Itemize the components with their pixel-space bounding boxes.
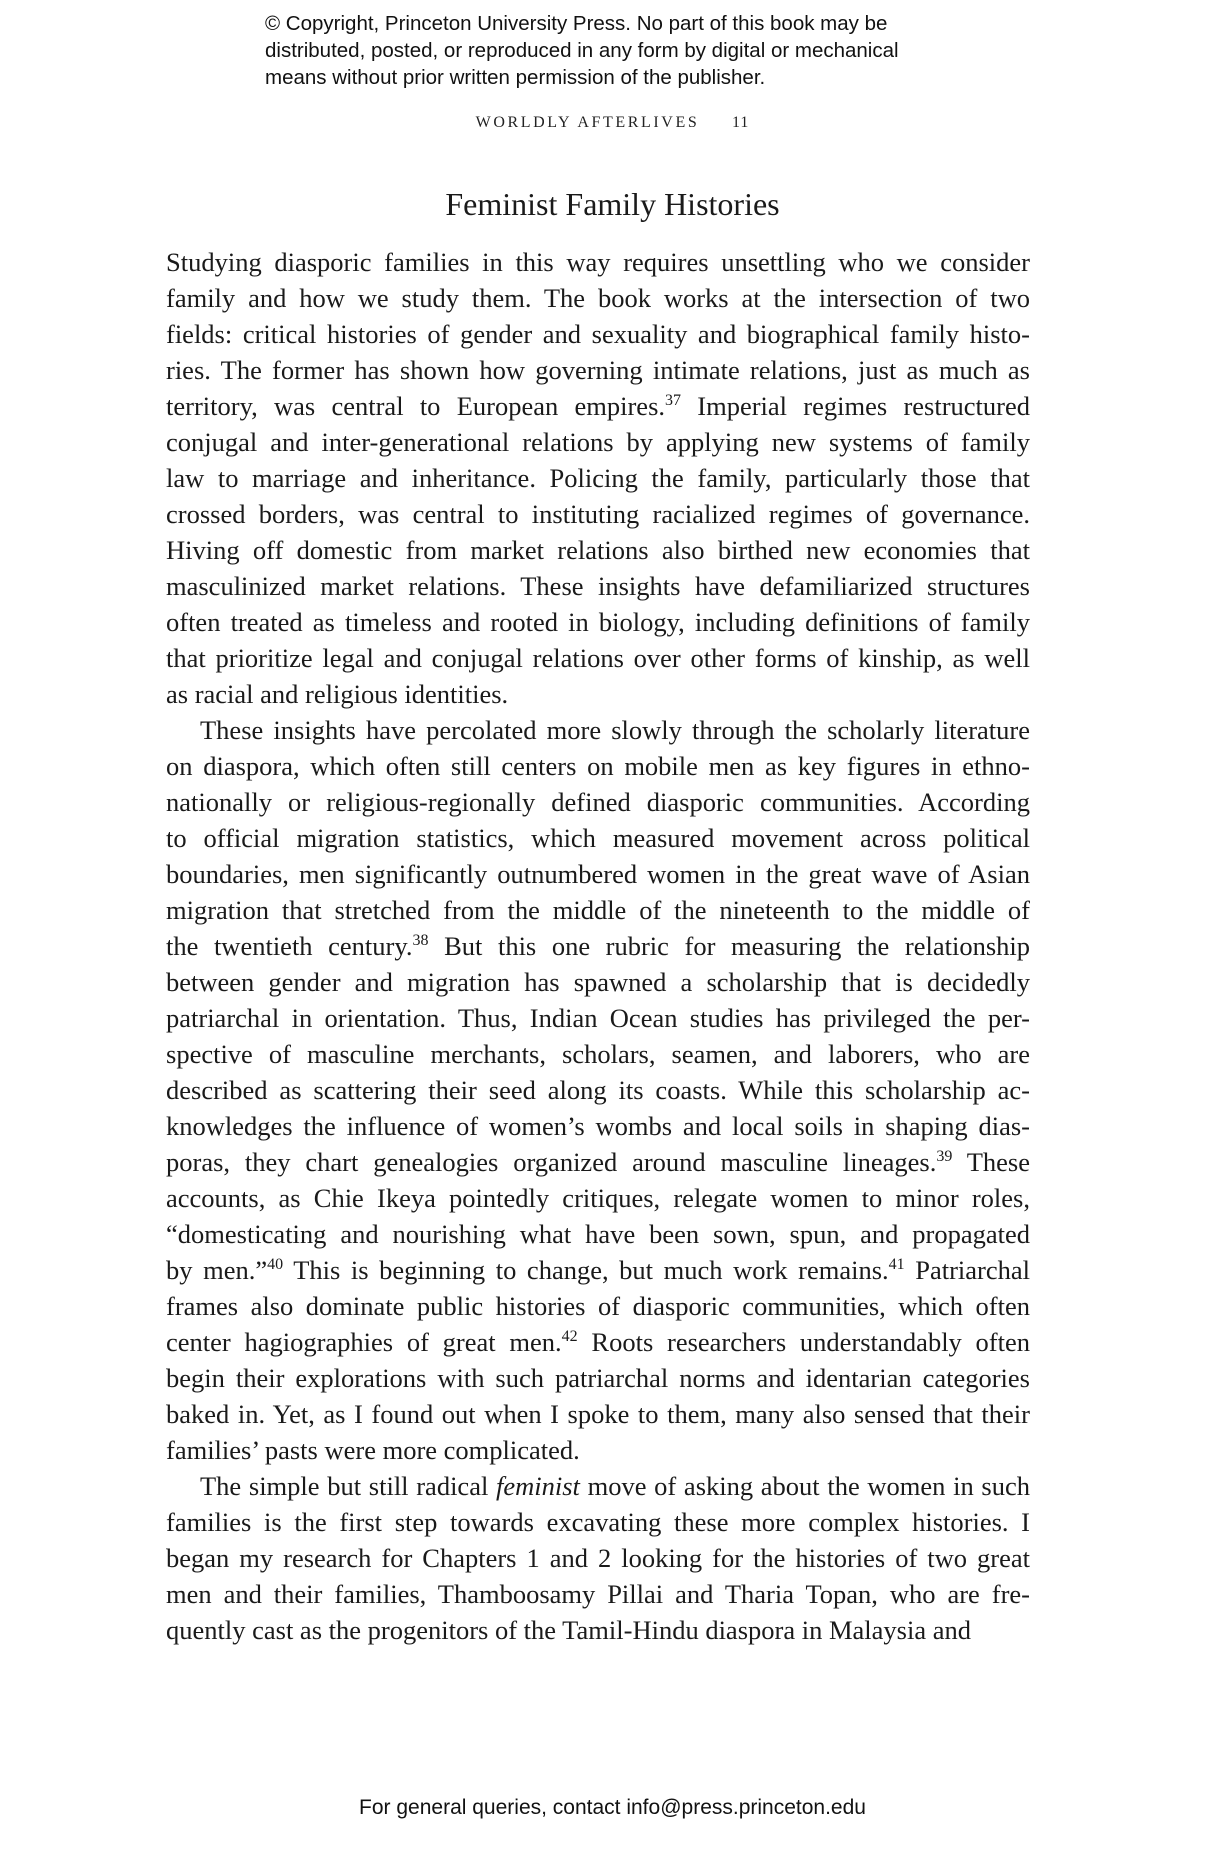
text-line (166, 1360, 1030, 1396)
line-text: on diaspora, which often still centers on mobile men as key figures in ethno- (166, 751, 1030, 781)
text-line (166, 1252, 1030, 1288)
text-line (166, 280, 1030, 316)
footnote-ref: 39 (936, 1148, 953, 1165)
text-line (166, 424, 1030, 460)
section-title: Feminist Family Histories (445, 186, 780, 222)
footnote-ref: 42 (561, 1328, 578, 1345)
line-text: families’ pasts were more complicated. (166, 1435, 580, 1465)
text-line (166, 568, 1030, 604)
page-number: 11 (731, 114, 750, 131)
text-line (166, 1144, 1030, 1180)
line-text: Studying diasporic families in this way requires unsettling who we consider (166, 247, 1030, 277)
text-line (166, 1396, 1030, 1432)
text-line (166, 676, 1030, 712)
line-text: boundaries, men significantly outnumbered women in the great wave of Asian (166, 859, 1030, 889)
text-line (166, 1612, 1030, 1648)
text-line (166, 1216, 1030, 1252)
line-text: crossed borders, was central to instituting racialized regimes of governance. (166, 499, 1030, 529)
footnote-ref: 37 (665, 392, 682, 409)
line-text: accounts, as Chie Ikeya pointedly critiques, relegate women to minor roles, (166, 1183, 1030, 1213)
text-line (166, 1324, 1030, 1360)
line-text: territory, was central to European empires. (166, 391, 666, 421)
line-text: between gender and migration has spawned a scholarship that is decidedly (166, 967, 1030, 997)
line-text: by men.” (166, 1255, 268, 1285)
copyright-notice (265, 10, 1025, 91)
line-text: These insights have percolated more slowly through the scholarly literature (200, 715, 1030, 745)
text-line (166, 1072, 1030, 1108)
line-text: nationally or religious-regionally defined diasporic communities. According (166, 787, 1030, 817)
line-text: ries. The former has shown how governing intimate relations, just as much as (166, 355, 1030, 385)
text-line (166, 748, 1030, 784)
line-text: the twentieth century. (166, 931, 413, 961)
line-text: spective of masculine merchants, scholars, seamen, and laborers, who are (166, 1039, 1030, 1069)
line-text: center hagiographies of great men. (166, 1327, 562, 1357)
line-text: baked in. Yet, as I found out when I spoke to them, many also sensed that their (166, 1399, 1030, 1429)
line-text: described as scattering their seed along its coasts. While this scholarship ac- (166, 1075, 1030, 1105)
line-text: But this one rubric for measuring the relationship (428, 931, 1030, 961)
text-line (166, 352, 1030, 388)
text-line (166, 964, 1030, 1000)
text-line (166, 856, 1030, 892)
line-text: knowledges the influence of women’s wombs and local soils in shaping dias- (166, 1111, 1030, 1141)
line-text: migration that stretched from the middle of the nineteenth to the middle of (166, 895, 1030, 925)
text-line (166, 532, 1030, 568)
line-text: often treated as timeless and rooted in biology, including definitions of family (166, 607, 1030, 637)
footnote-ref: 38 (412, 932, 429, 949)
line-text: conjugal and inter-generational relations by applying new systems of family (166, 427, 1030, 457)
line-text: Patriarchal (904, 1255, 1031, 1285)
text-line (166, 1504, 1030, 1540)
paragraph (166, 712, 1030, 1468)
text-line (166, 316, 1030, 352)
text-line (166, 1000, 1030, 1036)
line-text: These (952, 1147, 1031, 1177)
footnote-ref: 40 (267, 1256, 284, 1273)
paragraph (166, 1468, 1030, 1648)
line-text: The simple but still radical (200, 1471, 496, 1501)
text-line (166, 1180, 1030, 1216)
text-line (166, 892, 1030, 928)
text-line (166, 1468, 1030, 1504)
body-text (166, 244, 1030, 1648)
running-head-title: WORLDLY AFTERLIVES (475, 114, 700, 131)
text-line (166, 1288, 1030, 1324)
line-text: poras, they chart genealogies organized around masculine lineages. (166, 1147, 937, 1177)
line-text: begin their explorations with such patriarchal norms and identarian categories (166, 1363, 1030, 1393)
line-text: family and how we study them. The book works at the intersection of two (166, 283, 1030, 313)
line-text: “domesticating and nourishing what have been sown, spun, and propagated (166, 1219, 1030, 1249)
text-line (166, 604, 1030, 640)
italic-text: feminist (496, 1471, 580, 1501)
running-head (0, 114, 1225, 132)
line-text: law to marriage and inheritance. Policing the family, particularly those that (166, 463, 1030, 493)
line-text: frames also dominate public histories of diasporic communities, which often (166, 1291, 1030, 1321)
line-text: Hiving off domestic from market relations also birthed new economies that (166, 535, 1030, 565)
footnote-ref: 41 (888, 1256, 905, 1273)
text-line (166, 640, 1030, 676)
text-line (166, 712, 1030, 748)
footer-contact: For general queries, contact info@press.princeton.edu (359, 1796, 866, 1819)
text-line (166, 1432, 1030, 1468)
line-text: This is beginning to change, but much work remains. (283, 1255, 889, 1285)
line-text: move of asking about the women in such (579, 1471, 1030, 1501)
text-line (166, 784, 1030, 820)
paragraph (166, 244, 1030, 712)
text-line (166, 1576, 1030, 1612)
line-text: masculinized market relations. These insights have defamiliarized structures (166, 571, 1030, 601)
line-text: that prioritize legal and conjugal relations over other forms of kinship, as well (166, 643, 1030, 673)
line-text: began my research for Chapters 1 and 2 looking for the histories of two great (166, 1543, 1030, 1573)
line-text: to official migration statistics, which measured movement across political (166, 823, 1030, 853)
line-text: as racial and religious identities. (166, 679, 509, 709)
text-line (166, 1108, 1030, 1144)
copyright-line: distributed, posted, or reproduced in any form by digital or mechanical (265, 39, 899, 62)
text-line (166, 1036, 1030, 1072)
text-line (166, 244, 1030, 280)
text-line (166, 928, 1030, 964)
line-text: families is the first step towards excavating these more complex histories. I (166, 1507, 1030, 1537)
line-text: Roots researchers understandably often (577, 1327, 1030, 1357)
line-text: fields: critical histories of gender and sexuality and biographical family histo- (166, 319, 1030, 349)
line-text: Imperial regimes restructured (681, 391, 1031, 421)
line-text: men and their families, Thamboosamy Pillai and Tharia Topan, who are fre- (166, 1579, 1030, 1609)
text-line (166, 388, 1030, 424)
line-text: quently cast as the progenitors of the Tamil-Hindu diaspora in Malaysia and (166, 1615, 971, 1645)
line-text: patriarchal in orientation. Thus, Indian Ocean studies has privileged the per- (166, 1003, 1030, 1033)
text-line (166, 1540, 1030, 1576)
copyright-line: © Copyright, Princeton University Press. No part of this book may be (265, 12, 888, 35)
text-line (166, 460, 1030, 496)
text-line (166, 820, 1030, 856)
copyright-line: means without prior written permission of the publisher. (265, 66, 766, 89)
text-line (166, 496, 1030, 532)
